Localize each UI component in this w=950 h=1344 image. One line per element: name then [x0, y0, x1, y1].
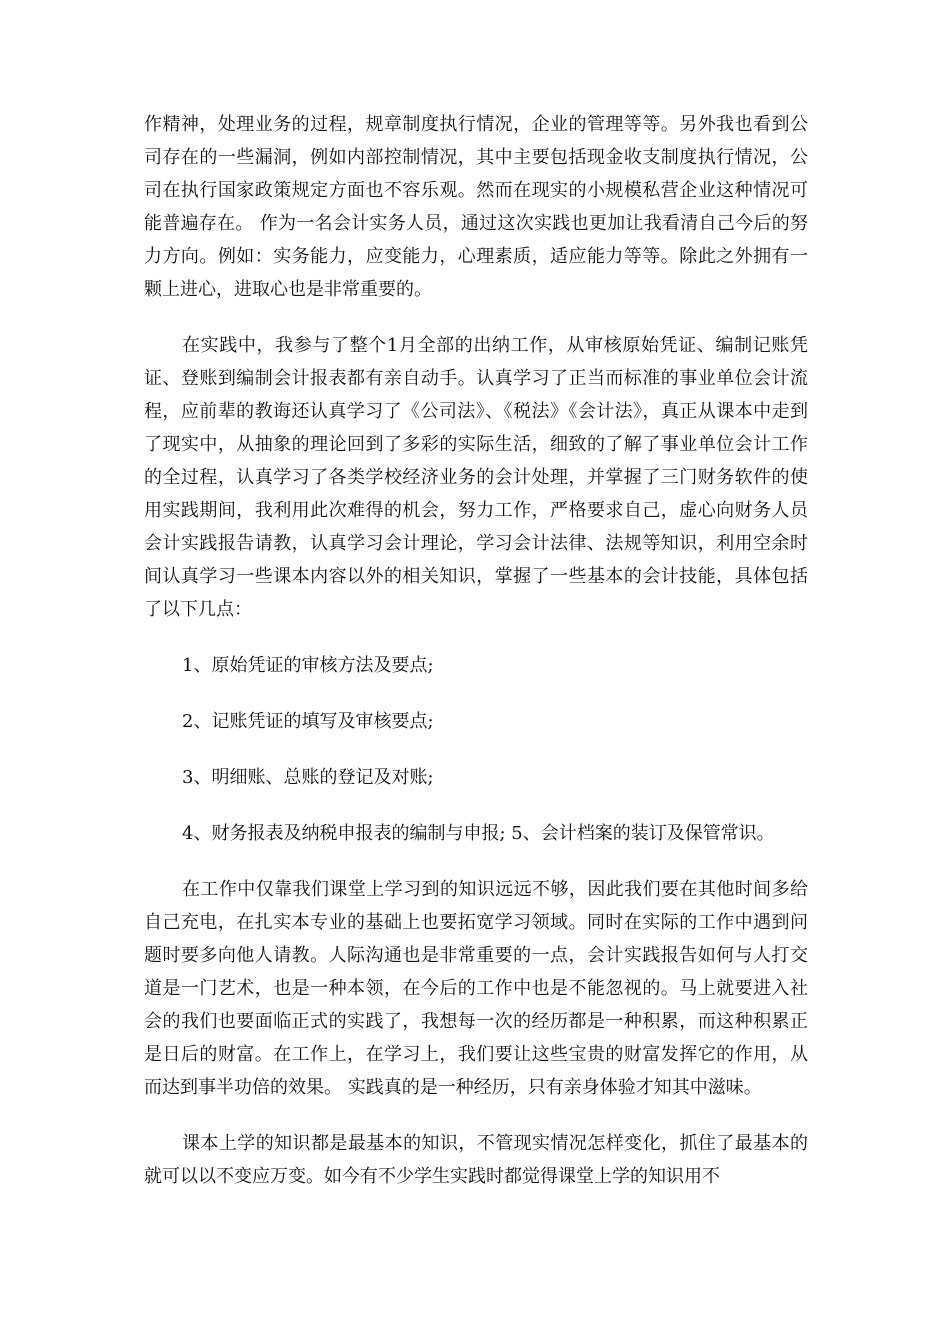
- list-item: 4、财务报表及纳税申报表的编制与申报; 5、会计档案的装订及保管常识。: [182, 823, 775, 844]
- paragraph-continuation: 作精神，处理业务的过程，规章制度执行情况，企业的管理等等。另外我也看到公司存在的一些漏洞，例如内部控制情况，其中主要包括现金收支制度执行情况，公司在执行国家政策规定方面也不容乐观。然而在现实的小规模私营企业这种情况可能普遍存在。 作为一名会计实务人员，通过这次实践也更加让我看清自己今后的努力方向。例如：实务能力，应变能力，心理素质，适应能力等等。除此之外拥有一颗上进心，进取心也是非常重要的。: [144, 114, 808, 300]
- list-item: 2、记账凭证的填写及审核要点;: [182, 711, 434, 732]
- list-item: 3、明细账、总账的登记及对账;: [182, 767, 434, 788]
- document-body: [144, 108, 808, 1216]
- list-item: 1、原始凭证的审核方法及要点;: [182, 655, 434, 676]
- paragraph-knowledge: 课本上学的知识都是最基本的知识，不管现实情况怎样变化，抓住了最基本的就可以以不变应万变。如今有不少学生实践时都觉得课堂上学的知识用不: [144, 1133, 808, 1187]
- paragraph-practice: 在实践中，我参与了整个1月全部的出纳工作，从审核原始凭证、编制记账凭证、登账到编制会计报表都有亲自动手。认真学习了正当而标准的事业单位会计流程，应前辈的教诲还认真学习了《公司法》、《税法》《会计法》，真正从课本中走到了现实中，从抽象的理论回到了多彩的实际生活，细致的了解了事业单位会计工作的全过程，认真学习了各类学校经济业务的会计处理，并掌握了三门财务软件的使用实践期间，我利用此次难得的机会，努力工作，严格要求自己，虚心向财务人员会计实践报告请教，认真学习会计理论，学习会计法律、法规等知识，利用空余时间认真学习一些课本内容以外的相关知识，掌握了一些基本的会计技能，具体包括了以下几点：: [144, 335, 808, 620]
- paragraph-work: 在工作中仅靠我们课堂上学习到的知识远远不够，因此我们要在其他时间多给自己充电，在扎实本专业的基础上也要拓宽学习领域。同时在实际的工作中遇到问题时要多向他人请教。人际沟通也是非常重要的一点，会计实践报告如何与人打交道是一门艺术，也是一种本领，在今后的工作中也是不能忽视的。马上就要进入社会的我们也要面临正式的实践了，我想每一次的经历都是一种积累，而这种积累正是日后的财富。在工作上，在学习上，我们要让这些宝贵的财富发挥它的作用，从而达到事半功倍的效果。 实践真的是一种经历，只有亲身体验才知其中滋味。: [144, 879, 808, 1098]
